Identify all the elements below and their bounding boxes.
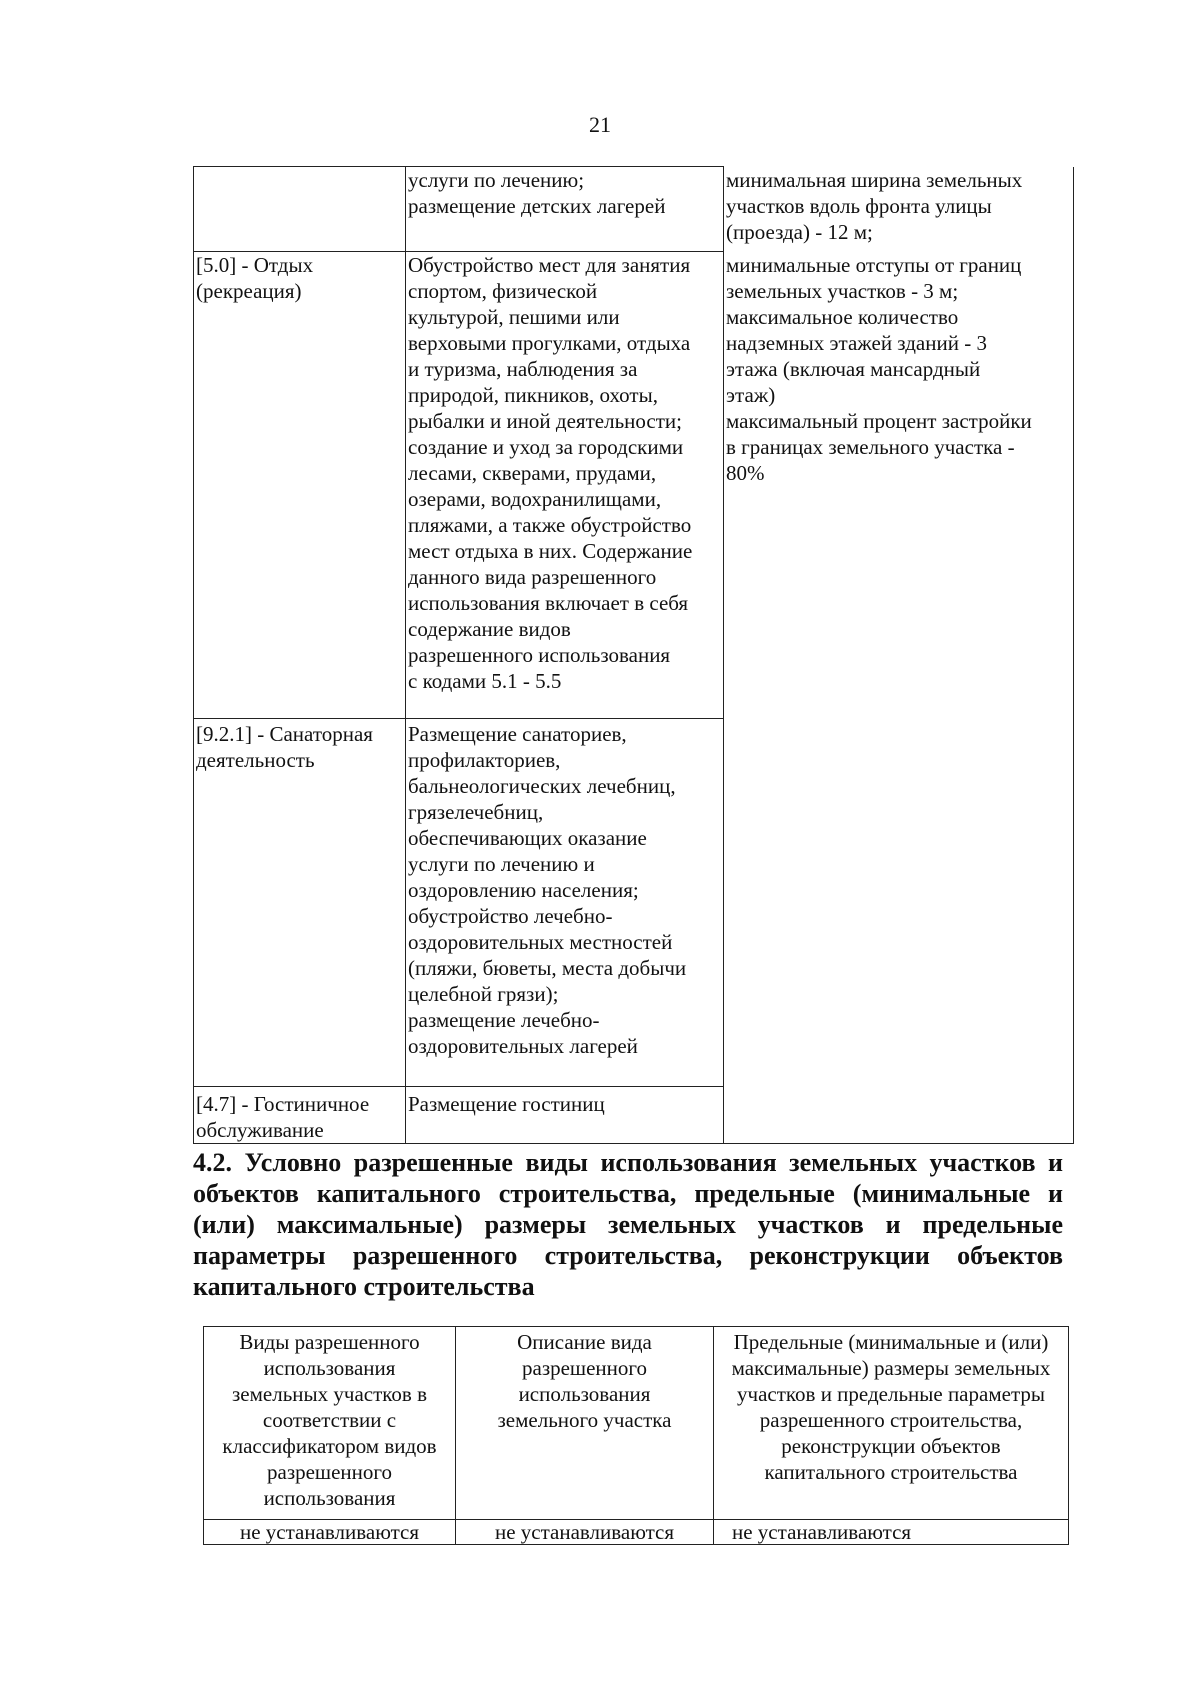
text-line: (пляжи, бюветы, места добычи	[408, 956, 687, 980]
conditional-use-table	[203, 1326, 1069, 1545]
text-line: разрешенного	[267, 1460, 392, 1484]
text-line: бальнеологических лечебниц,	[408, 774, 676, 798]
text-line: использования	[518, 1382, 651, 1406]
params-cell	[724, 167, 1074, 252]
text-line: размещение лечебно-	[408, 1008, 600, 1032]
text-line: спортом, физической	[408, 279, 598, 303]
page-number: 21	[589, 112, 611, 137]
code-cell	[194, 719, 406, 1087]
text-line: оздоровлению населения;	[408, 878, 639, 902]
heading-line: 4.2. Условно разрешенные виды использования земельных участков и	[193, 1148, 1063, 1177]
description-cell	[406, 1087, 724, 1144]
heading-line: объектов капитального строительства, предельные (минимальные и	[193, 1179, 1063, 1208]
text-line: Размещение санаториев,	[408, 722, 627, 746]
text-line: использования включает в себя	[408, 591, 689, 615]
code-cell	[194, 1087, 406, 1144]
text-line: данного вида разрешенного	[408, 565, 657, 589]
text-line: оздоровительных местностей	[408, 930, 673, 954]
text-line: обустройство лечебно-	[408, 904, 613, 928]
text-line: целебной грязи);	[408, 982, 559, 1006]
code-cell	[194, 167, 406, 252]
params-cell	[724, 252, 1074, 1144]
text-line: (рекреация)	[196, 279, 302, 303]
text-line: лесами, скверами, прудами,	[408, 461, 657, 485]
table-cell: не устанавливаются	[204, 1520, 456, 1545]
table-cell: не устанавливаются	[714, 1520, 1069, 1545]
text-line: услуги по лечению и	[408, 852, 595, 876]
text-line: Размещение гостиниц	[408, 1092, 605, 1116]
description-cell	[406, 719, 724, 1087]
text-line: в границах земельного участка -	[726, 434, 1015, 459]
text-line: участков и предельные параметры	[737, 1382, 1045, 1406]
description-cell	[406, 167, 724, 252]
text-line: мест отдыха в них. Содержание	[408, 539, 693, 563]
text-line: пляжами, а также обустройство	[408, 513, 692, 537]
text-line: [4.7] - Гостиничное	[196, 1092, 370, 1116]
text-line: размещение детских лагерей	[408, 194, 666, 218]
text-line: минимальная ширина земельных	[726, 167, 1023, 192]
code-cell	[194, 252, 406, 719]
text-line: земельных участков - 3 м;	[726, 278, 959, 303]
text-line: Описание вида	[517, 1330, 652, 1354]
text-line: содержание видов	[408, 617, 571, 641]
text-line: максимальное количество	[726, 304, 959, 329]
text-line: разрешенного использования	[408, 643, 671, 667]
heading-line: параметры разрешенного строительства, реконструкции объектов	[193, 1241, 1063, 1270]
text-line: создание и уход за городскими	[408, 435, 684, 459]
text-line: Обустройство мест для занятия	[408, 253, 691, 277]
text-line: этажа (включая мансардный	[726, 356, 981, 381]
table-row	[194, 252, 1074, 719]
heading-line: капитального строительства	[193, 1272, 535, 1301]
text-line: Предельные (минимальные и (или)	[733, 1330, 1049, 1354]
text-line: с кодами 5.1 - 5.5	[408, 669, 562, 693]
table-cell: не устанавливаются	[456, 1520, 714, 1545]
text-line: природой, пикников, охоты,	[408, 383, 658, 407]
text-line: и туризма, наблюдения за	[408, 357, 638, 381]
text-line: обслуживание	[196, 1118, 324, 1142]
text-line: использования	[263, 1486, 396, 1510]
text-line: соответствии с	[262, 1408, 397, 1432]
text-line: разрешенного	[522, 1356, 647, 1380]
text-line: максимальные) размеры земельных	[731, 1356, 1051, 1380]
text-line: рыбалки и иной деятельности;	[408, 409, 682, 433]
text-line: верховыми прогулками, отдыха	[408, 331, 691, 355]
section-heading	[193, 1147, 1063, 1302]
text-line: деятельность	[196, 748, 315, 772]
table-row	[194, 167, 1074, 252]
text-line: этаж)	[726, 382, 776, 407]
text-line: 80%	[726, 460, 765, 485]
text-line: использования	[263, 1356, 396, 1380]
heading-line: (или) максимальные) размеры земельных участков и предельные	[193, 1210, 1063, 1239]
text-line: классификатором видов	[222, 1434, 437, 1458]
table-header-row	[204, 1327, 1069, 1520]
text-line: оздоровительных лагерей	[408, 1034, 638, 1058]
text-line: услуги по лечению;	[408, 168, 585, 192]
description-cell	[406, 252, 724, 719]
text-line: Виды разрешенного	[239, 1330, 420, 1354]
header-cell-description	[456, 1327, 714, 1520]
header-cell-use-types	[204, 1327, 456, 1520]
text-line: [9.2.1] - Санаторная	[196, 722, 373, 746]
text-line: культурой, пешими или	[408, 305, 620, 329]
text-line: профилакториев,	[408, 748, 561, 772]
text-line: реконструкции объектов	[781, 1434, 1001, 1458]
text-line: [5.0] - Отдых	[196, 253, 314, 277]
text-line: обеспечивающих оказание	[408, 826, 647, 850]
text-line: разрешенного строительства,	[759, 1408, 1023, 1432]
text-line: земельных участков в	[232, 1382, 427, 1406]
text-line: озерами, водохранилищами,	[408, 487, 662, 511]
text-line: грязелечебниц,	[408, 800, 544, 824]
text-line: минимальные отступы от границ	[726, 252, 1022, 277]
text-line: максимальный процент застройки	[726, 408, 1032, 433]
land-use-table	[193, 166, 1074, 1144]
text-line: земельного участка	[497, 1408, 672, 1432]
text-line: (проезда) - 12 м;	[726, 219, 873, 244]
table-row	[204, 1520, 1069, 1545]
text-line: капитального строительства	[764, 1460, 1018, 1484]
text-line: надземных этажей зданий - 3	[726, 330, 987, 355]
header-cell-limits	[714, 1327, 1069, 1520]
text-line: участков вдоль фронта улицы	[726, 193, 992, 218]
